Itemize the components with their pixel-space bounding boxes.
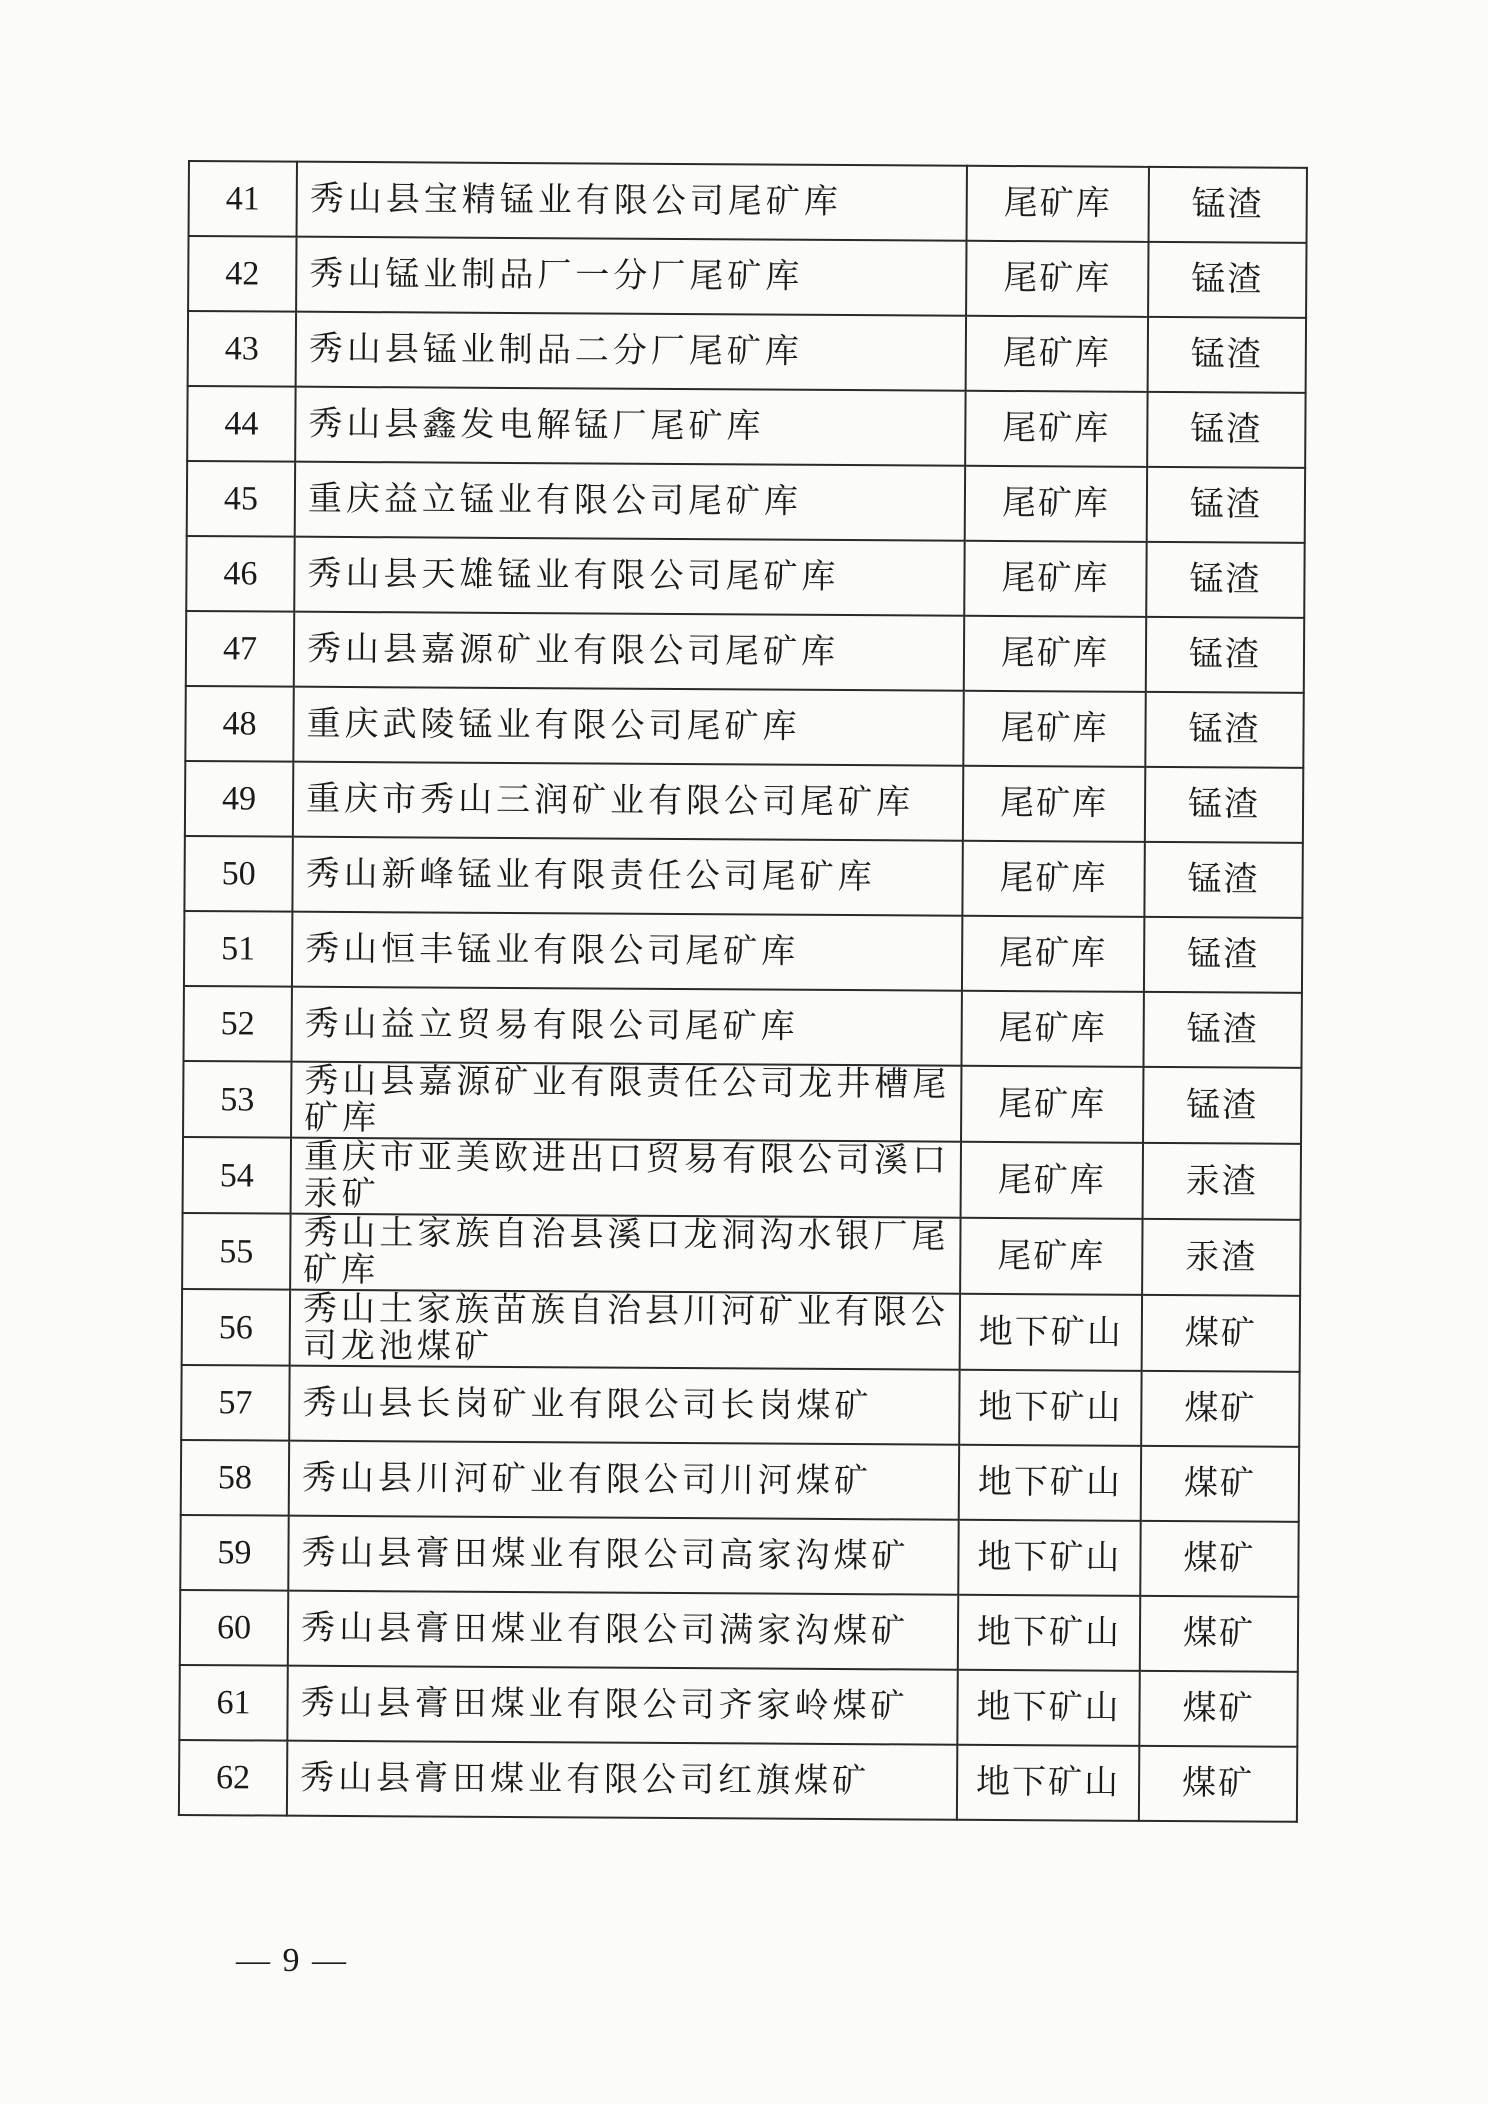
facility-type: 尾矿库 <box>965 391 1147 467</box>
table-row <box>183 1061 1301 1144</box>
table-row <box>183 986 1301 1068</box>
facility-type: 尾矿库 <box>963 766 1145 842</box>
row-number: 60 <box>180 1590 288 1666</box>
facility-type: 地下矿山 <box>957 1745 1139 1821</box>
facility-name: 秀山县锰业制品二分厂尾矿库 <box>296 312 966 391</box>
row-number: 46 <box>186 536 294 612</box>
waste-category: 煤矿 <box>1140 1596 1298 1672</box>
waste-category: 锰渣 <box>1147 467 1305 543</box>
waste-category: 锰渣 <box>1148 242 1306 318</box>
row-number: 51 <box>184 911 292 987</box>
row-number: 42 <box>188 236 296 312</box>
waste-category: 锰渣 <box>1143 1067 1301 1144</box>
facility-type: 尾矿库 <box>961 1142 1143 1219</box>
facility-type: 地下矿山 <box>960 1294 1142 1371</box>
waste-category: 锰渣 <box>1144 842 1302 918</box>
facility-name: 秀山县天雄锰业有限公司尾矿库 <box>294 537 964 616</box>
table-row <box>181 1365 1299 1447</box>
facility-name: 秀山县膏田煤业有限公司齐家岭煤矿 <box>287 1666 957 1745</box>
facility-name: 秀山县膏田煤业有限公司高家沟煤矿 <box>288 1516 958 1595</box>
waste-category: 汞渣 <box>1143 1143 1301 1220</box>
facility-type: 尾矿库 <box>960 1218 1142 1295</box>
table-row <box>186 536 1304 618</box>
facility-name: 秀山县长岗矿业有限公司长岗煤矿 <box>289 1366 959 1445</box>
facility-name: 秀山恒丰锰业有限公司尾矿库 <box>292 912 962 991</box>
table-row <box>180 1590 1298 1672</box>
row-number: 53 <box>183 1061 291 1138</box>
facility-name: 秀山县宝精锰业有限公司尾矿库 <box>297 162 967 241</box>
waste-category: 煤矿 <box>1140 1521 1298 1597</box>
table-row <box>188 236 1306 318</box>
row-number: 41 <box>189 161 297 237</box>
facility-name: 秀山新峰锰业有限责任公司尾矿库 <box>292 837 962 916</box>
facility-name: 重庆市亚美欧进出口贸易有限公司溪口汞矿 <box>291 1138 961 1218</box>
facility-type: 地下矿山 <box>957 1670 1139 1746</box>
table-row <box>182 1213 1300 1296</box>
facility-name: 秀山锰业制品厂一分厂尾矿库 <box>296 237 966 316</box>
table-row <box>186 611 1304 693</box>
row-number: 54 <box>183 1137 291 1214</box>
row-number: 57 <box>181 1365 289 1441</box>
facility-name: 秀山土家族自治县溪口龙洞沟水银厂尾矿库 <box>290 1214 960 1294</box>
waste-category: 锰渣 <box>1143 992 1301 1068</box>
facility-name: 秀山县川河矿业有限公司川河煤矿 <box>289 1441 959 1520</box>
row-number: 43 <box>188 311 296 387</box>
row-number: 55 <box>182 1213 290 1290</box>
waste-category: 煤矿 <box>1142 1295 1300 1372</box>
table-row <box>187 386 1305 468</box>
facility-name: 秀山县鑫发电解锰厂尾矿库 <box>295 387 965 466</box>
table-row <box>182 1289 1300 1372</box>
waste-category: 汞渣 <box>1142 1219 1300 1296</box>
facility-type: 尾矿库 <box>963 691 1145 767</box>
page-number: — 9 — <box>236 1942 348 1979</box>
facility-name: 秀山县嘉源矿业有限公司尾矿库 <box>294 612 964 691</box>
row-number: 45 <box>187 461 295 537</box>
facility-name: 重庆武陵锰业有限公司尾矿库 <box>293 687 963 766</box>
table-row <box>189 161 1307 243</box>
facility-name: 秀山县膏田煤业有限公司满家沟煤矿 <box>288 1591 958 1670</box>
table-row <box>183 1137 1301 1220</box>
table-row <box>185 686 1303 768</box>
row-number: 56 <box>182 1289 290 1366</box>
table-row <box>180 1515 1298 1597</box>
facility-type: 地下矿山 <box>959 1370 1141 1446</box>
row-number: 61 <box>179 1665 287 1741</box>
facility-name: 秀山县膏田煤业有限公司红旗煤矿 <box>287 1741 957 1820</box>
waste-category: 锰渣 <box>1144 917 1302 993</box>
facility-name: 重庆益立锰业有限公司尾矿库 <box>295 462 965 541</box>
facility-type: 地下矿山 <box>959 1445 1141 1521</box>
facility-type: 尾矿库 <box>962 916 1144 992</box>
row-number: 47 <box>186 611 294 687</box>
row-number: 48 <box>185 686 293 762</box>
facility-name: 秀山土家族苗族自治县川河矿业有限公司龙池煤矿 <box>290 1290 960 1370</box>
facility-type: 尾矿库 <box>961 991 1143 1067</box>
facility-name: 秀山县嘉源矿业有限责任公司龙井槽尾矿库 <box>291 1062 961 1142</box>
facility-type: 尾矿库 <box>962 841 1144 917</box>
waste-category: 煤矿 <box>1141 1446 1299 1522</box>
table-row <box>184 836 1302 918</box>
waste-category: 煤矿 <box>1139 1671 1297 1747</box>
table-row <box>187 461 1305 543</box>
table-body <box>179 161 1307 1822</box>
facility-name: 重庆市秀山三润矿业有限公司尾矿库 <box>293 762 963 841</box>
table-row <box>184 911 1302 993</box>
waste-category: 煤矿 <box>1139 1746 1297 1822</box>
row-number: 62 <box>179 1740 287 1816</box>
facility-type: 尾矿库 <box>964 541 1146 617</box>
waste-category: 锰渣 <box>1145 767 1303 843</box>
row-number: 52 <box>183 986 291 1062</box>
facility-type: 地下矿山 <box>958 1520 1140 1596</box>
facility-type: 尾矿库 <box>967 166 1149 242</box>
facility-type: 尾矿库 <box>964 616 1146 692</box>
waste-category: 锰渣 <box>1149 167 1307 243</box>
waste-category: 锰渣 <box>1146 617 1304 693</box>
waste-category: 锰渣 <box>1148 317 1306 393</box>
row-number: 50 <box>184 836 292 912</box>
waste-category: 锰渣 <box>1147 392 1305 468</box>
table-row <box>179 1665 1297 1747</box>
facility-type: 尾矿库 <box>966 241 1148 317</box>
mine-list-table <box>178 160 1308 1823</box>
facility-type: 尾矿库 <box>965 466 1147 542</box>
row-number: 44 <box>187 386 295 462</box>
table-row <box>179 1740 1297 1822</box>
waste-category: 锰渣 <box>1145 692 1303 768</box>
facility-type: 地下矿山 <box>958 1595 1140 1671</box>
row-number: 49 <box>185 761 293 837</box>
table-row <box>188 311 1306 393</box>
table-row <box>181 1440 1299 1522</box>
facility-type: 尾矿库 <box>966 316 1148 392</box>
table-row <box>185 761 1303 843</box>
waste-category: 锰渣 <box>1146 542 1304 618</box>
waste-category: 煤矿 <box>1141 1371 1299 1447</box>
row-number: 59 <box>180 1515 288 1591</box>
facility-name: 秀山益立贸易有限公司尾矿库 <box>291 987 961 1066</box>
row-number: 58 <box>181 1440 289 1516</box>
facility-type: 尾矿库 <box>961 1066 1143 1143</box>
